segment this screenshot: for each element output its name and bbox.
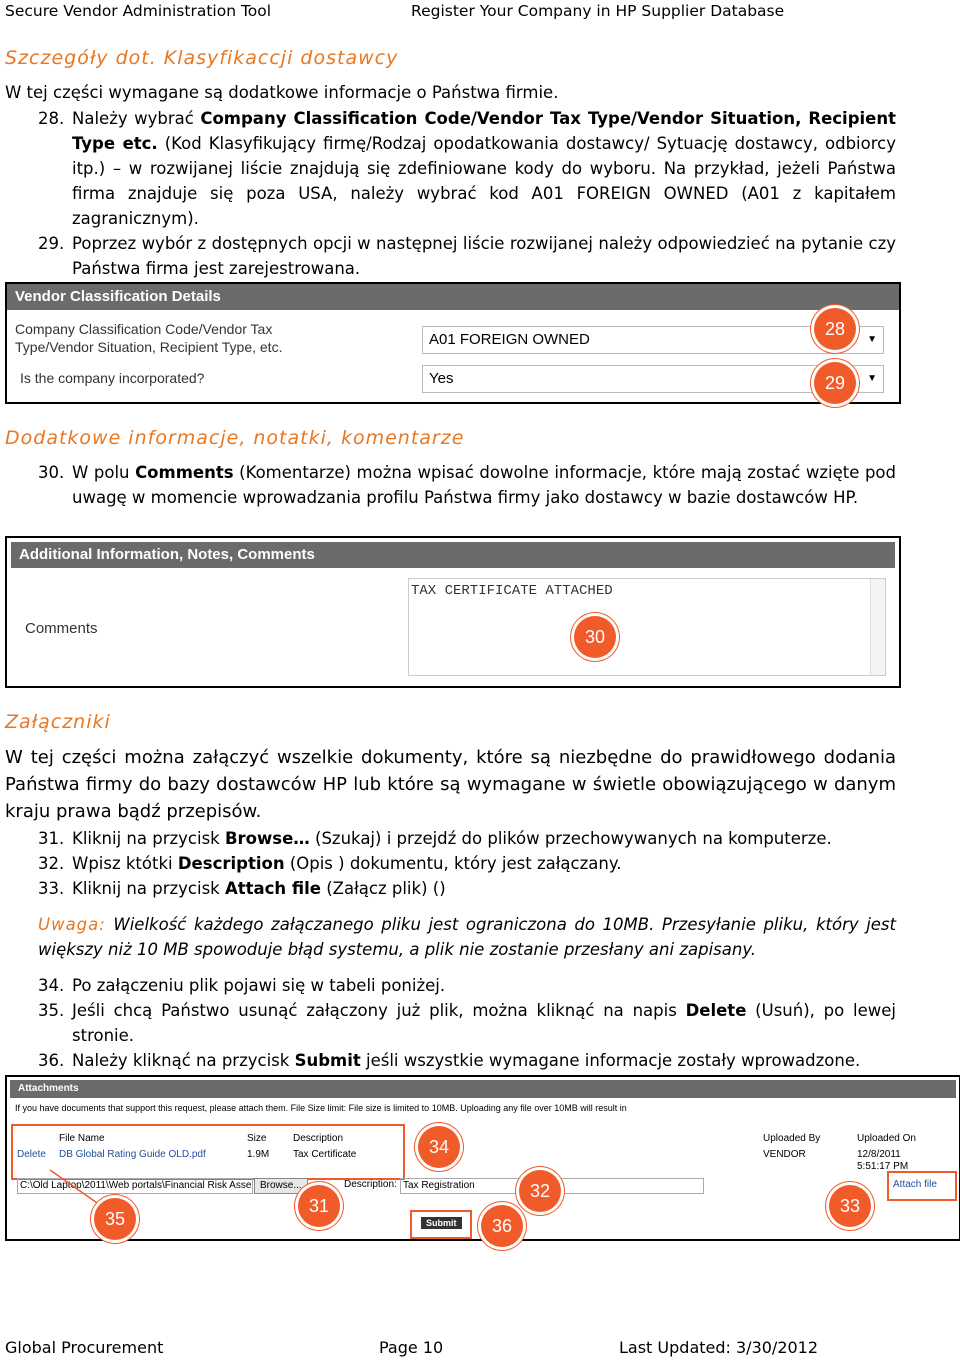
comments-label: Comments	[25, 620, 98, 637]
uploaded-on: 12/8/2011 5:51:17 PM	[857, 1149, 909, 1172]
comments-textarea[interactable]: TAX CERTIFICATE ATTACHED	[408, 578, 886, 676]
list-item-35: 35. Jeśli chcą Państwo usunąć załączony już plik, można kliknąć na napis Delete (Usuń), po lewej stronie.	[38, 1001, 896, 1045]
uploaded-by: VENDOR	[763, 1149, 806, 1160]
col-uploaded-on: Uploaded On	[857, 1133, 916, 1144]
list-item-31: 31. Kliknij na przycisk Browse… (Szukaj) i przejdź do plików przechowywanych na komputerze.	[38, 829, 832, 848]
header-right: Register Your Company in HP Supplier Database	[411, 2, 785, 20]
browse-button[interactable]: Browse...	[254, 1178, 308, 1194]
warning-note: Uwaga: Wielkość każdego załączanego pliku jest ograniczona do 10MB. Przesyłanie pliku, który jest większy niż 10 MB spowoduje błąd systemu, a plik nie zostanie przesłany ani zapisany.	[38, 915, 896, 959]
bold-term: Company Classification Code/Vendor Tax Type/Vendor Situation, Recipient Type etc.	[72, 109, 896, 153]
classification-code-label: Company Classification Code/Vendor Tax Type/Vendor Situation, Recipient Type, etc.	[15, 321, 283, 355]
list-item-30: 30. W polu Comments (Komentarze) można wpisać dowolne informacje, które mają zostać wzięte pod uwagę w momencie wprowadzania profilu Państwa firmy jako dostawcy w bazie dostawców HP.	[38, 460, 896, 485]
dropdown-arrow-icon: ▼	[867, 334, 877, 345]
callout-28: 28	[814, 308, 856, 350]
list-item-28: 28. Należy wybrać Company Classification Code/Vendor Tax Type/Vendor Situation, Recipient Type etc. (Kod Klasyfikujący firmę/Rodzaj opodatkowania dostawcy/ Sytuację dostawcy, odbiorcy itp.) – w rozwijanej liście znajdują się zdefiniowane kody do wyboru. Na przykład, jeżeli Państwa firma znajduje się poza USA, należy wybrać kod A01 FOREIGN OWNED (A01 z kapitałem zagranicznym).	[38, 106, 896, 131]
incorporated-label: Is the company incorporated?	[20, 370, 205, 386]
panel-header: Vendor Classification Details	[7, 284, 899, 310]
list-number: 28.	[38, 109, 65, 128]
section3-intro: W tej części można załączyć wszelkie dokumenty, które są niezbędne do prawidłowego dodania Państwa firmy do bazy dostawców HP lub które są wymagane w świetle obowiązującego w danym kraju prawa bądź przepisów.	[5, 747, 896, 822]
file-size: 1.9M	[247, 1149, 270, 1160]
file-name-link[interactable]: DB Global Rating Guide OLD.pdf	[59, 1149, 206, 1160]
section1-intro: W tej części wymagane są dodatkowe informacje o Państwa firmie.	[5, 83, 559, 102]
dropdown-arrow-icon: ▼	[867, 373, 877, 384]
file-description: Tax Certificate	[293, 1149, 357, 1160]
list-item-29: 29. Poprzez wybór z dostępnych opcji w następnej liście rozwijanej należy odpowiedzieć na pytanie czy Państwa firma jest zarejestrowana.	[38, 231, 896, 256]
description-input[interactable]: Tax Registration	[400, 1178, 704, 1194]
callout-33: 33	[829, 1185, 871, 1227]
col-file-name: File Name	[59, 1133, 105, 1144]
callout-31: 31	[298, 1185, 340, 1227]
col-size: Size	[247, 1133, 267, 1144]
footer-left: Global Procurement	[5, 1338, 164, 1357]
delete-link[interactable]: Delete	[17, 1149, 46, 1160]
callout-36: 36	[481, 1205, 523, 1247]
header-left: Secure Vendor Administration Tool	[5, 2, 272, 20]
callout-29: 29	[814, 362, 856, 404]
arrow-line	[50, 1170, 100, 1205]
section-title-classification: Szczegóły dot. Klasyfikaccji dostawcy	[5, 47, 399, 69]
panel-header: Attachments	[10, 1080, 956, 1098]
description-label: Description:	[344, 1179, 397, 1190]
list-item-34: 34. Po załączeniu plik pojawi się w tabeli poniżej.	[38, 976, 446, 995]
file-path-input[interactable]: C:\Old Laptop\2011\Web portals\Financial Risk Asse	[17, 1178, 253, 1194]
section-title-attachments: Załączniki	[5, 711, 111, 733]
size-limit-notice: If you have documents that support this request, please attach them. File Size limit: File size is limited to 10MB. Uploading any file over 10MB will result in	[15, 1103, 627, 1113]
submit-button[interactable]: Submit	[421, 1217, 462, 1229]
callout-34: 34	[418, 1126, 460, 1168]
footer-page: Page 10	[379, 1338, 444, 1357]
panel-header: Additional Information, Notes, Comments	[11, 542, 895, 568]
list-number: 30.	[38, 463, 65, 482]
incorporated-select[interactable]: Yes ▼	[422, 365, 884, 393]
footer-updated: Last Updated: 3/30/2012	[619, 1338, 819, 1357]
list-item-36: 36. Należy kliknąć na przycisk Submit jeśli wszystkie wymagane informacje zostały wprowadzone.	[38, 1051, 861, 1070]
col-uploaded-by: Uploaded By	[763, 1133, 821, 1144]
callout-35: 35	[94, 1198, 136, 1240]
bold-term: Comments	[135, 463, 234, 482]
classification-code-select[interactable]: A01 FOREIGN OWNED ▼	[422, 326, 884, 354]
attach-file-button[interactable]: Attach file	[893, 1179, 937, 1190]
callout-30: 30	[574, 616, 616, 658]
list-item-32: 32. Wpisz któtki Description (Opis ) dokumentu, który jest załączany.	[38, 854, 622, 873]
callout-32: 32	[519, 1170, 561, 1212]
list-number: 29.	[38, 234, 65, 253]
col-description: Description	[293, 1133, 344, 1144]
section-title-comments: Dodatkowe informacje, notatki, komentarze	[5, 427, 465, 449]
list-item-33: 33. Kliknij na przycisk Attach file (Załącz plik) ()	[38, 879, 446, 898]
warning-label: Uwaga:	[38, 915, 106, 934]
